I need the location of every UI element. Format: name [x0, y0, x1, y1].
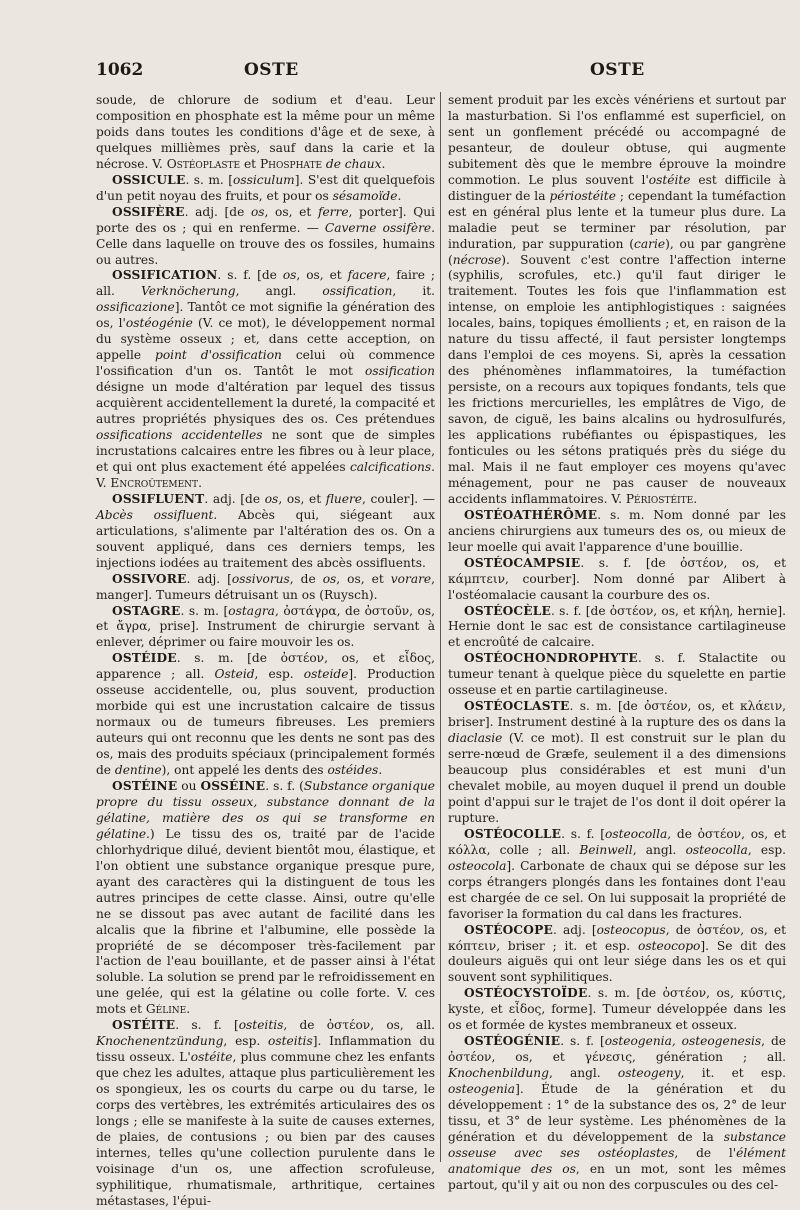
entry-text: , ὀστάγρα, de ὀστοῦν, os, et ἄγρα, prise]. Instrument de chirurgie servant à enlever, déprimer ou faire mouvoir les os.	[96, 603, 435, 650]
entry-text: , os, et	[336, 571, 391, 586]
dictionary-entry	[96, 173, 435, 205]
italic-text: dentine	[114, 763, 162, 778]
dictionary-entry	[448, 604, 786, 652]
italic-text: Verknöcherung	[141, 284, 236, 299]
italic-text: osteogenia	[448, 1082, 516, 1097]
dictionary-entry	[448, 93, 786, 508]
italic-text: périostéite	[549, 188, 616, 203]
dictionary-entry	[96, 1018, 435, 1209]
entry-text: , couler]. —	[362, 491, 435, 506]
dictionary-entry	[448, 1034, 786, 1194]
italic-text: osteitis	[238, 1018, 284, 1033]
entry-text: , de l'	[674, 1145, 737, 1160]
page-number: 1062	[96, 60, 144, 80]
entry-headword: OSTÉOCOLLE	[464, 826, 562, 841]
entry-text: .	[397, 188, 402, 203]
dictionary-entry	[96, 604, 435, 652]
entry-text: .	[186, 1002, 191, 1017]
entry-headword: OSTAGRE	[112, 603, 181, 618]
italic-text: ostéogénie	[125, 316, 193, 331]
italic-text: ostéite	[648, 172, 691, 187]
italic-text: ossiculum	[233, 172, 295, 187]
entry-text: . adj. [de	[204, 491, 265, 506]
entry-headword: OSTÉOCOPE	[464, 922, 553, 937]
entry-headword: OSTÉOCLASTE	[464, 699, 570, 714]
entry-text: , it.	[392, 284, 436, 299]
dictionary-entry	[448, 827, 786, 923]
dictionary-entry	[448, 923, 786, 987]
entry-text: (V. ce mot), le développement normal du système osseux ; et, dans cette acception, on appelle	[96, 316, 435, 363]
italic-text: ossification	[322, 284, 393, 299]
entry-text: , plus commune chez les enfants que chez les adultes, attaque plus particulièrement les os spongieux, les os courts du carpe ou du tarse, le corps des vertèbres, les extrémités articulaires des os longs ; elle se manifeste à la suite de causes externes, de plaies, de contusions ; ou bien par des causes internes, telles qu'une collection purulente dans le voisinage d'un os, une affection scrofuleuse, syphilitique, rhumatismale, arthritique, certaines métastases, l'épui-	[96, 1050, 435, 1208]
italic-text: fluere	[325, 491, 363, 506]
italic-text: osteogenia, osteogenesis	[604, 1034, 762, 1049]
entry-headword: OSTÉITE	[112, 1018, 176, 1033]
entry-headword: OSSIFICATION	[112, 268, 218, 283]
entry-text: , it. et esp.	[680, 1066, 787, 1081]
dictionary-entry	[96, 492, 435, 572]
entry-text: sement produit par les excès vénériens et surtout par la masturbation. Si l'os enflammé est superficiel, on sent un gonflement précédé ou accompagné de pesanteur, de douleur obtuse, qui augmente subitement dès que le membre éprouve la moindre commotion. Le plus souvent l'	[448, 93, 786, 187]
entry-text: . s. f. [de ὀστέον, os, et κήλη, hernie]. Hernie dont le sac est de consistance cartilagineuse et encroûté de calcaire.	[448, 603, 786, 650]
small-caps-ref: Phosphate	[259, 156, 323, 171]
entry-text: ]. Se dit des douleurs aiguës qui ont leur siége dans les os et qui souvent sont syphilitiques.	[448, 938, 786, 985]
italic-text: os	[250, 204, 265, 219]
entry-headword: OSSIVORE	[112, 571, 187, 586]
left-column	[96, 93, 436, 1208]
entry-text: ; cependant la tuméfaction est en général plus lente et la tumeur plus dure. La maladie peut se terminer par résolution, par induration, par suppuration (	[448, 188, 786, 251]
dictionary-entry	[96, 651, 435, 779]
entry-headword: OSSIFLUENT	[112, 491, 205, 506]
entry-text: . s. m. [	[180, 603, 229, 618]
italic-text: Abcès ossifluent	[96, 507, 214, 522]
entry-text: , angl.	[235, 284, 323, 299]
italic-text: os	[264, 491, 279, 506]
entry-headword: OSTÉOGÉNIE	[464, 1034, 561, 1049]
italic-text: osteitis	[268, 1034, 313, 1049]
entry-text: ]. Inflammation du tissu osseux. L'	[96, 1034, 436, 1065]
entry-text: , os, et	[264, 204, 318, 219]
entry-text: , esp.	[254, 667, 304, 682]
italic-text: Substance organique propre du tissu osseux, substance donnant de la gélatine, matière des os qui se transforme en gélatine.	[96, 778, 435, 841]
entry-text: ), ont appelé les dents des	[161, 763, 328, 778]
italic-text: osteogeny	[617, 1066, 681, 1081]
entry-text: , manger]. Tumeurs détruisant un os (Ruysch).	[96, 571, 435, 602]
entry-text: , de ὀστέον, os, et κόλλα, colle ; all.	[448, 826, 786, 857]
entry-text: . s. m. [	[185, 172, 233, 187]
small-caps-ref: Ostéoplaste	[166, 156, 241, 171]
entry-text: ) Le tissu des os, traité par de l'acide chlorhydrique dilué, devient bientôt mou, élastique, et l'on obtient une substance organique presque pure, ayant des caractères qui la distinguent de tous les autres principes de cette classe. Ainsi, outre qu'elle ne se dissout pas avec autant de facilité dans les alcalis que la fibrine et l'albumine, elle possède la propriété de se décomposer très-facilement par l'action de l'eau bouillante, et de passer ainsi à l'état soluble. La solution se prend par le refroidissement en une gelée, qui est la gélatine ou colle forte. V. ces mots et	[96, 826, 435, 1017]
entry-text: , angl.	[548, 1066, 618, 1081]
entry-text: ]. Étude de la génération et du développement : 1° de la substance des os, 2° de leur tissu, et 3° de leur système. Les phénomènes de la génération et du développement de la	[448, 1082, 786, 1144]
entry-text: . s. m. [de ὀστέον, os, κύστις, kyste, et εἶδος, forme]. Tumeur développée dans les os et formée de kystes membraneux et osseux.	[448, 986, 786, 1033]
entry-text: , de ὀστέον, os, et κόπτειν, briser ; it. et esp.	[448, 922, 786, 953]
entry-text: . V.	[96, 459, 435, 490]
entry-text: . adj. [	[186, 571, 232, 586]
dictionary-entry	[448, 651, 786, 699]
entry-text: (V. ce mot). Il est construit sur le plan du serre-nœud de Græfe, seulement il a des dimensions beaucoup plus considérables et est muni d'un chevalet mobile, au moyen duquel il prend un double point d'appui sur le trajet de l'os dont il doit opérer la rupture.	[448, 731, 786, 825]
italic-text: ferre	[317, 204, 349, 219]
entry-text: . s. f. (	[265, 778, 304, 793]
entry-text: ). Souvent c'est contre l'affection interne (syphilis, scrofules, etc.) qu'il faut diriger le traitement. Toutes les fois que l'inflammation est intense, on emploie les antiphlogistiques : saignées locales, bains, topiques émollients ; et, en raison de la nature du tissu affecté, il faut persister longtemps dans l'emploi de ces moyens. Si, après la cessation des phénomènes inflammatoires, la tuméfaction persiste, on a recours aux topiques fondants, tels que les frictions mercurielles, les emplâtres de Vigo, de savon, de ciguë, les bains alcalins ou hydrosulfurés, les applications rubéfiantes ou épispastiques, les fonticules ou les sétons pratiqués près du siége du mal. Mais il ne faut employer ces moyens qu'avec ménagement, pour ne pas causer de nouveaux accidents inflammatoires. V.	[448, 252, 786, 506]
entry-text: . s. f. [	[560, 1034, 605, 1049]
small-caps-ref: Encroûtement	[110, 475, 199, 490]
italic-text: ossificazione	[96, 300, 175, 315]
italic-text: osteide	[303, 667, 349, 682]
right-column	[448, 93, 787, 1192]
italic-text: Osteid	[214, 667, 255, 682]
entry-text: ]. Production osseuse accidentelle, ou, plus souvent, production morbide qui est une incrustation calcaire de tissus normaux ou de tumeurs fibreuses. Les premiers auteurs qui ont reconnu que les dents ne sont pas des os, mais des produits spéciaux (principalement formés de	[96, 667, 435, 778]
entry-headword: OSSICULE	[112, 172, 186, 187]
italic-text: ostagra	[228, 603, 275, 618]
italic-text: os	[282, 268, 297, 283]
italic-text: Beinwell	[579, 842, 633, 857]
entry-text: , esp.	[747, 842, 786, 857]
entry-text: et	[240, 156, 260, 171]
running-head-left: OSTE	[244, 60, 299, 80]
italic-text: Caverne ossifère	[324, 220, 432, 235]
entry-text: ne sont que de simples incrustations calcaires entre les fibres ou à leur place, et qui ont plus exactement été appelées	[96, 428, 435, 474]
entry-text: , esp.	[223, 1034, 269, 1049]
entry-text: , os, et	[278, 491, 326, 506]
entry-text: . s. m. Nom donné par les anciens chirurgiens aux tumeurs des os, ou mieux de leur moelle qui avait l'apparence d'une bouillie.	[448, 507, 786, 554]
italic-text: osteocopus	[596, 922, 666, 937]
entry-text: . adj. [de	[184, 204, 251, 219]
italic-text: osteocolla	[685, 842, 748, 857]
entry-text: , faire ; all.	[96, 268, 435, 299]
italic-text: substance osseuse avec ses ostéoplastes	[448, 1129, 786, 1160]
entry-text: .	[378, 763, 383, 778]
italic-text: nécrose	[452, 252, 502, 267]
small-caps-ref: Périostéite	[625, 491, 694, 506]
entry-text: , de ὀστέον, os, et γένεσις, génération ; all.	[448, 1034, 786, 1065]
entry-headword: OSTÉOCAMPSIE	[464, 555, 581, 570]
entry-text: . Abcès qui, siégeant aux articulations, s'alimente par l'altération des os. On a souvent appliqué, dans ces derniers temps, les injections iodées au traitement des abcès ossifluents.	[96, 507, 436, 570]
italic-text: de chaux	[325, 156, 382, 171]
italic-text: ossifications accidentelles	[96, 428, 263, 443]
small-caps-ref: Géline	[145, 1002, 187, 1017]
page-header	[96, 60, 786, 84]
italic-text: osteocopo	[638, 938, 701, 953]
italic-text: ossification	[365, 364, 435, 379]
italic-text: ostéides	[327, 763, 379, 778]
italic-text: carie	[634, 236, 666, 251]
entry-text: ou	[177, 778, 201, 793]
italic-text: ossivorus	[231, 571, 290, 586]
italic-text: facere	[347, 268, 387, 283]
entry-text: , os, et	[296, 268, 348, 283]
entry-text: . s. f. [de	[217, 268, 283, 283]
running-head-right: OSTE	[590, 60, 645, 80]
entry-text: soude, de chlorure de sodium et d'eau. Leur composition en phosphate est la même pour un même poids dans toutes les conditions d'âge et de sexe, à quelques millièmes près, sauf dans la carie et la nécrose. V.	[96, 93, 435, 171]
entry-text: est difficile à distinguer de la	[448, 172, 786, 203]
entry-text: ), ou par gangrène (	[448, 236, 786, 267]
entry-text: . s. f. [	[561, 826, 606, 841]
entry-headword: OSTÉOCÈLE	[464, 603, 552, 618]
dictionary-entry	[448, 986, 786, 1034]
entry-text: . s. f. [de ὀστέον, os, et κάμπτειν, courber]. Nom donné par Alibert à l'ostéomalacie causant la courbure des os.	[448, 555, 786, 602]
entry-text: désigne un mode d'altération par lequel des tissus acquièrent accidentellement la dureté, la compacité et autres propriétés physiques des os. Ces prétendues	[96, 380, 435, 427]
entry-headword: OSTÉOCYSTOÏDE	[464, 986, 588, 1001]
italic-text: Knochenbildung	[448, 1066, 549, 1081]
column-divider	[440, 92, 441, 1162]
italic-text: osteocola	[448, 858, 507, 873]
entry-headword: OSTÉIDE	[112, 651, 177, 666]
entry-text: . s. f. Stalactite ou tumeur tenant à quelque pièce du squelette en partie osseuse et en partie cartilagineuse.	[448, 651, 786, 698]
dictionary-entry	[96, 779, 435, 1018]
entry-text: , de	[289, 571, 323, 586]
entry-text: , de ὀστέον, os, all.	[283, 1018, 435, 1033]
italic-text: point d'ossification	[155, 348, 282, 363]
entry-text: ]. Carbonate de chaux qui se dépose sur les corps étrangers plongés dans les fontaines dont l'eau est chargée de ce sel. On lui supposait la propriété de favoriser la formation du cal dans les fractures.	[448, 858, 786, 921]
entry-text: . Celle dans laquelle on trouve des os fossiles, humains ou autres.	[96, 220, 435, 267]
entry-text: .	[693, 491, 698, 506]
italic-text: calcifications	[349, 459, 432, 474]
entry-text: ]. S'est dit quelquefois d'un petit noyau des fruits, et pour os	[96, 172, 435, 203]
entry-text: . s. m. [de ὀστέον, os, et εἶδος, apparence ; all.	[96, 651, 435, 682]
entry-headword: OSTÉINE	[112, 778, 178, 793]
entry-text: .	[198, 475, 202, 490]
entry-text: , en un mot, sont les mêmes partout, qu'il y ait ou non des corpuscules ou des cel-	[448, 1161, 787, 1192]
entry-text: . s. f. [	[175, 1018, 239, 1033]
italic-text: élément anatomique des os	[448, 1145, 786, 1176]
entry-text: , porter]. Qui porte des os ; qui en renferme. —	[96, 204, 435, 235]
entry-text: celui où commence l'ossification d'un os. Tantôt le mot	[96, 348, 435, 379]
dictionary-entry	[448, 699, 786, 827]
italic-text: Knochenentzündung	[96, 1034, 224, 1049]
entry-text: ]. Tantôt ce mot signifie la génération des os, l'	[96, 300, 435, 331]
italic-text: osteocolla	[605, 826, 668, 841]
italic-text: ostéite	[190, 1050, 233, 1065]
entry-text: . s. m. [de ὀστέον, os, et κλάειν, briser]. Instrument destiné à la rupture des os dans la	[448, 699, 786, 730]
italic-text: vorare	[390, 571, 432, 586]
entry-text: , angl.	[632, 842, 686, 857]
entry-headword: OSTÉOATHÉRÔME	[464, 507, 598, 522]
dictionary-entry	[96, 205, 435, 269]
entry-headword: OSTÉOCHONDROPHYTE	[464, 651, 638, 666]
dictionary-entry	[96, 268, 435, 491]
dictionary-entry	[96, 572, 435, 604]
dictionary-entry	[448, 556, 786, 604]
entry-text: . adj. [	[552, 922, 597, 937]
entry-headword: OSSÉINE	[200, 778, 266, 793]
dictionary-entry	[448, 508, 786, 556]
italic-text: os	[322, 571, 337, 586]
entry-text: .	[381, 156, 386, 171]
italic-text: sésamoïde	[332, 188, 398, 203]
italic-text: diaclasie	[448, 731, 503, 746]
entry-headword: OSSIFÈRE	[112, 204, 185, 219]
dictionary-entry	[96, 93, 435, 173]
